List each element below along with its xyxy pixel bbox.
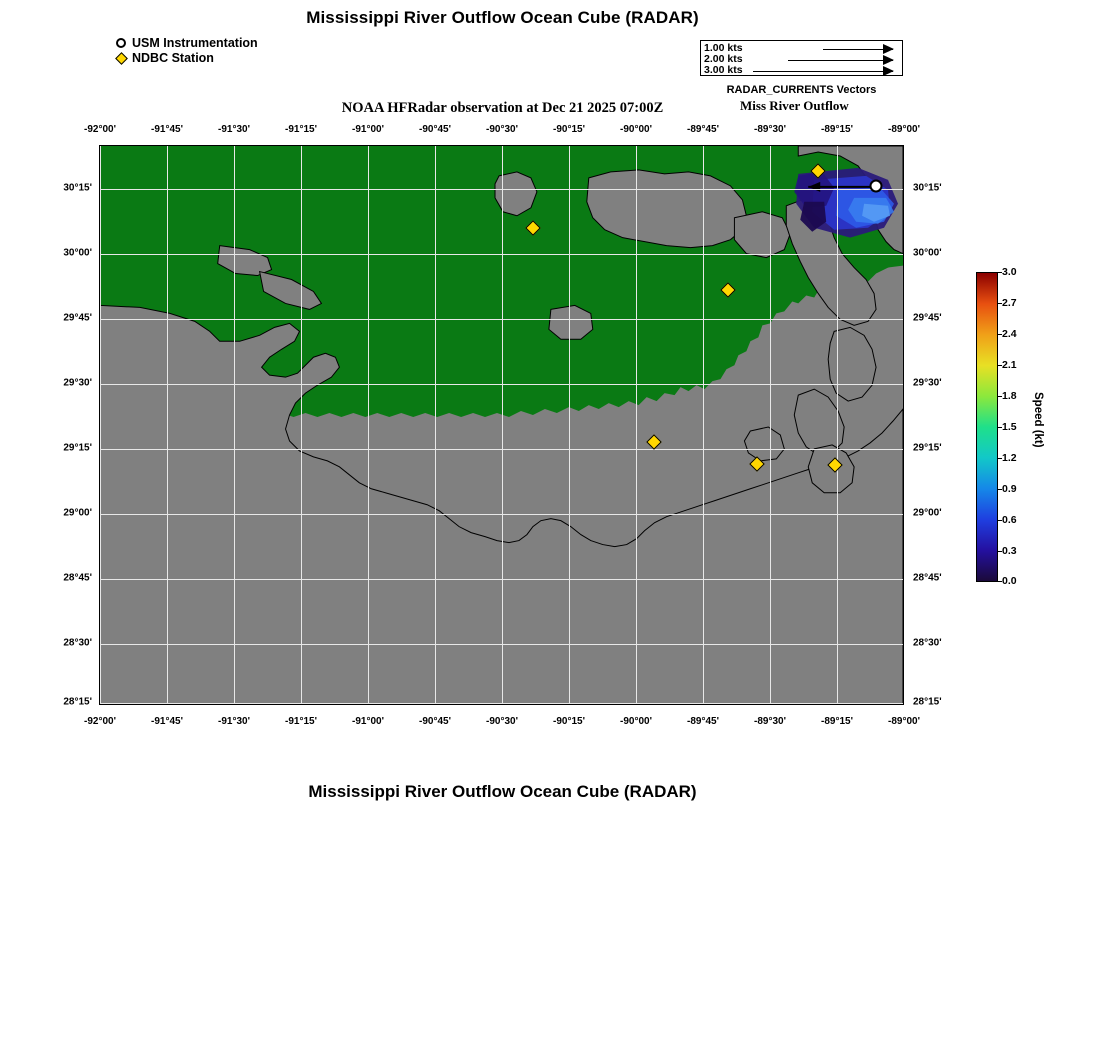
colorbar-gradient [976, 272, 998, 582]
vector-scale-key [700, 40, 903, 76]
bottom-title: Mississippi River Outflow Ocean Cube (RADAR) [308, 782, 697, 801]
x-axis-tick-bottom: -89°30' [754, 716, 786, 727]
vector-key-label: 1.00 kts [704, 42, 743, 54]
y-axis-tick-right: 29°30' [913, 377, 942, 389]
gridline-vertical [569, 146, 570, 704]
x-axis-tick-bottom: -89°45' [687, 716, 719, 727]
gridline-vertical [636, 146, 637, 704]
legend-item-label: NDBC Station [132, 50, 214, 65]
page-title: Mississippi River Outflow Ocean Cube (RADAR) [306, 8, 699, 27]
colorbar-tick: 0.3 [1002, 545, 1017, 557]
x-axis-tick-bottom: -92°00' [84, 716, 116, 727]
y-axis-tick-right: 29°45' [913, 312, 942, 324]
y-axis-tick-left: 29°30' [63, 377, 92, 389]
gridline-horizontal [100, 254, 903, 255]
x-axis-tick-top: -91°00' [352, 124, 384, 135]
x-axis-tick-bottom: -89°00' [888, 716, 920, 727]
vector-key-caption: RADAR_CURRENTS Vectors [726, 84, 877, 96]
y-axis-tick-left: 29°45' [63, 312, 92, 324]
y-axis-tick-left: 30°00' [63, 247, 92, 259]
region-label: Miss River Outflow [740, 98, 849, 113]
x-axis-tick-bottom: -91°45' [151, 716, 183, 727]
gridline-vertical [100, 146, 101, 704]
gridline-horizontal [100, 319, 903, 320]
legend-item-label: USM Instrumentation [132, 35, 258, 50]
x-axis-tick-top: -91°45' [151, 124, 183, 135]
colorbar-title: Speed (kt) [1032, 392, 1044, 448]
y-axis-tick-left: 29°15' [63, 442, 92, 454]
x-axis-tick-bottom: -90°45' [419, 716, 451, 727]
colorbar-tick: 0.6 [1002, 514, 1017, 526]
vector-key-row [701, 65, 902, 77]
x-axis-tick-bottom: -90°15' [553, 716, 585, 727]
x-axis-tick-bottom: -90°00' [620, 716, 652, 727]
usm-circle-icon [112, 36, 130, 50]
vector-arrow-icon [788, 59, 893, 61]
x-axis-tick-top: -89°00' [888, 124, 920, 135]
vector-arrow-icon [823, 48, 893, 50]
gridline-horizontal [100, 514, 903, 515]
gridline-horizontal [100, 579, 903, 580]
gridline-horizontal [100, 449, 903, 450]
map-canvas[interactable] [99, 145, 904, 705]
vector-key-label: 2.00 kts [704, 53, 743, 65]
legend-item-usm [112, 36, 372, 50]
gridline-vertical [703, 146, 704, 704]
y-axis-tick-right: 30°15' [913, 182, 942, 194]
gridline-horizontal [100, 644, 903, 645]
y-axis-tick-right: 28°15' [913, 696, 942, 708]
colorbar-tick: 2.1 [1002, 359, 1017, 371]
y-axis-tick-left: 30°15' [63, 182, 92, 194]
ndbc-diamond-icon [112, 51, 130, 65]
x-axis-tick-bottom: -89°15' [821, 716, 853, 727]
colorbar-tick: 3.0 [1002, 266, 1017, 278]
colorbar-tick: 1.8 [1002, 390, 1017, 402]
gridline-horizontal [100, 384, 903, 385]
observation-subtitle: NOAA HFRadar observation at Dec 21 2025 07:00Z [341, 100, 664, 116]
x-axis-tick-bottom: -91°15' [285, 716, 317, 727]
y-axis-tick-right: 29°15' [913, 442, 942, 454]
gridline-vertical [301, 146, 302, 704]
x-axis-tick-top: -91°30' [218, 124, 250, 135]
y-axis-tick-right: 28°30' [913, 637, 942, 649]
x-axis-tick-bottom: -91°00' [352, 716, 384, 727]
y-axis-tick-right: 28°45' [913, 572, 942, 584]
gridline-vertical [368, 146, 369, 704]
x-axis-tick-bottom: -90°30' [486, 716, 518, 727]
legend-item-ndbc [112, 51, 372, 65]
x-axis-tick-top: -89°30' [754, 124, 786, 135]
x-axis-tick-top: -92°00' [84, 124, 116, 135]
marker-legend [112, 36, 372, 66]
vector-key-label: 3.00 kts [704, 64, 743, 76]
colorbar-tick: 2.7 [1002, 297, 1017, 309]
y-axis-tick-left: 28°15' [63, 696, 92, 708]
gridline-vertical [167, 146, 168, 704]
y-axis-tick-left: 29°00' [63, 507, 92, 519]
x-axis-tick-top: -90°30' [486, 124, 518, 135]
colorbar-tick: 0.0 [1002, 575, 1017, 587]
colorbar-tick: 1.2 [1002, 452, 1017, 464]
y-axis-tick-left: 28°45' [63, 572, 92, 584]
gridline-vertical [837, 146, 838, 704]
x-axis-tick-bottom: -91°30' [218, 716, 250, 727]
vector-arrow-icon [753, 70, 893, 72]
x-axis-tick-top: -90°45' [419, 124, 451, 135]
usm-instrumentation-marker[interactable] [870, 180, 883, 193]
colorbar-tick: 1.5 [1002, 421, 1017, 433]
colorbar-tick: 0.9 [1002, 483, 1017, 495]
gridline-vertical [435, 146, 436, 704]
gridline-horizontal [100, 703, 903, 704]
gridline-vertical [234, 146, 235, 704]
colorbar-tick: 2.4 [1002, 328, 1017, 340]
gridline-vertical [770, 146, 771, 704]
x-axis-tick-top: -90°00' [620, 124, 652, 135]
gridline-vertical [502, 146, 503, 704]
y-axis-tick-right: 30°00' [913, 247, 942, 259]
x-axis-tick-top: -90°15' [553, 124, 585, 135]
y-axis-tick-left: 28°30' [63, 637, 92, 649]
x-axis-tick-top: -91°15' [285, 124, 317, 135]
gridline-horizontal [100, 189, 903, 190]
x-axis-tick-top: -89°45' [687, 124, 719, 135]
x-axis-tick-top: -89°15' [821, 124, 853, 135]
y-axis-tick-right: 29°00' [913, 507, 942, 519]
